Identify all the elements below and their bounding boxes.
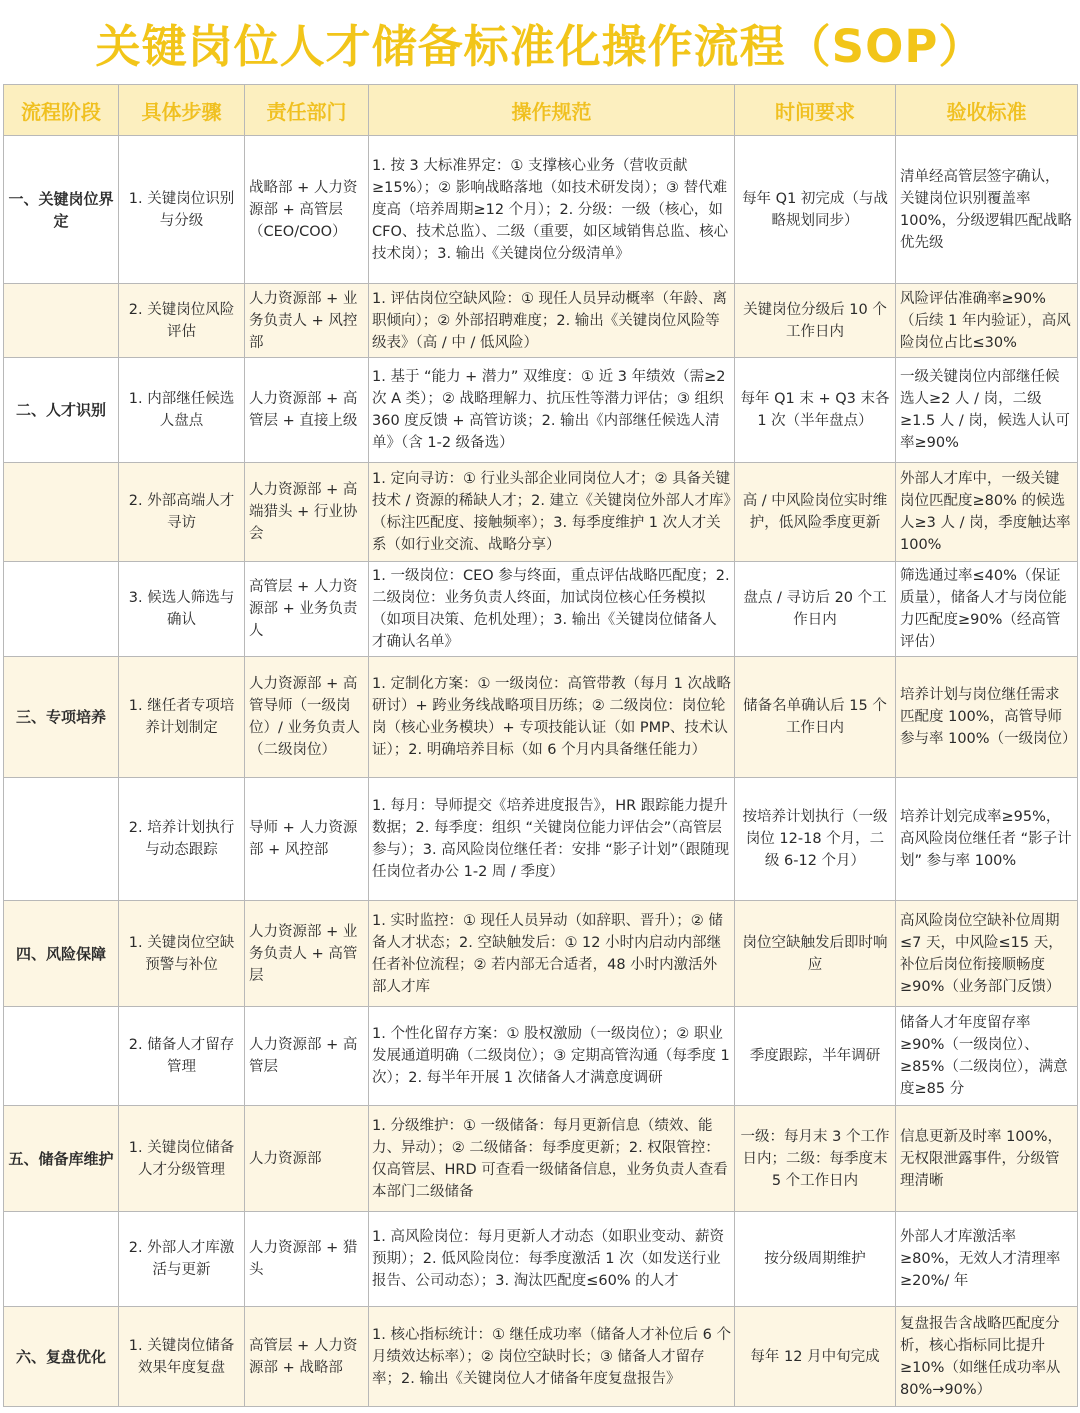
spec-cell: 1. 每月：导师提交《培养进度报告》，HR 跟踪能力提升数据；2. 每季度：组织 “关键岗位能力评估会”（高管层参与）；3. 高风险岗位继任者：安排 “影子计划”（跟随现任岗位者办公 1-2 周 / 季度） [369, 778, 735, 901]
dept-cell: 人力资源部 + 猎头 [245, 1212, 369, 1307]
header-spec: 操作规范 [369, 85, 735, 136]
table-row [4, 657, 1078, 778]
acceptance-cell: 筛选通过率≤40%（保证质量），储备人才与岗位能力匹配度≥90%（经高管评估） [896, 562, 1078, 657]
time-cell: 储备名单确认后 15 个工作日内 [735, 657, 896, 778]
spec-cell: 1. 定向寻访：① 行业头部企业同岗位人才；② 具备关键技术 / 资源的稀缺人才；2. 建立《关键岗位外部人才库》（标注匹配度、接触频率）；3. 每季度维护 1 次人才关系（如行业交流、战略分享） [369, 463, 735, 562]
time-cell: 按分级周期维护 [735, 1212, 896, 1307]
table-row [4, 1007, 1078, 1106]
stage-cell [4, 1212, 119, 1307]
stage-cell [4, 562, 119, 657]
dept-cell: 人力资源部 + 业务负责人 + 高管层 [245, 901, 369, 1007]
stage-cell: 五、储备库维护 [4, 1106, 119, 1212]
dept-cell: 人力资源部 + 高管导师（一级岗位）/ 业务负责人（二级岗位） [245, 657, 369, 778]
dept-cell: 人力资源部 + 高端猎头 + 行业协会 [245, 463, 369, 562]
acceptance-cell: 复盘报告含战略匹配度分析，核心指标同比提升≥10%（如继任成功率从 80%→90%） [896, 1307, 1078, 1407]
step-cell: 1. 关键岗位识别与分级 [119, 136, 245, 284]
acceptance-cell: 风险评估准确率≥90%（后续 1 年内验证），高风险岗位占比≤30% [896, 284, 1078, 358]
spec-cell: 1. 分级维护：① 一级储备：每月更新信息（绩效、能力、异动）；② 二级储备：每季度更新；2. 权限管控：仅高管层、HRD 可查看一级储备信息，业务负责人查看本部门二级储备 [369, 1106, 735, 1212]
dept-cell: 人力资源部 + 高管层 + 直接上级 [245, 358, 369, 463]
spec-cell: 1. 评估岗位空缺风险：① 现任人员异动概率（年龄、离职倾向）；② 外部招聘难度；2. 输出《关键岗位风险等级表》（高 / 中 / 低风险） [369, 284, 735, 358]
table-row [4, 358, 1078, 463]
table-header-row [4, 85, 1078, 136]
table-row [4, 463, 1078, 562]
step-cell: 3. 候选人筛选与确认 [119, 562, 245, 657]
header-stage: 流程阶段 [4, 85, 119, 136]
acceptance-cell: 培养计划完成率≥95%，高风险岗位继任者 “影子计划” 参与率 100% [896, 778, 1078, 901]
time-cell: 每年 Q1 末 + Q3 末各 1 次（半年盘点） [735, 358, 896, 463]
step-cell: 1. 关键岗位储备效果年度复盘 [119, 1307, 245, 1407]
stage-cell: 六、复盘优化 [4, 1307, 119, 1407]
time-cell: 每年 12 月中旬完成 [735, 1307, 896, 1407]
step-cell: 2. 外部高端人才寻访 [119, 463, 245, 562]
spec-cell: 1. 高风险岗位：每月更新人才动态（如职业变动、薪资预期）；2. 低风险岗位：每季度激活 1 次（如发送行业报告、公司动态）；3. 淘汰匹配度≤60% 的人才 [369, 1212, 735, 1307]
header-step: 具体步骤 [119, 85, 245, 136]
step-cell: 1. 关键岗位空缺预警与补位 [119, 901, 245, 1007]
step-cell: 1. 关键岗位储备人才分级管理 [119, 1106, 245, 1212]
stage-cell [4, 463, 119, 562]
time-cell: 关键岗位分级后 10 个工作日内 [735, 284, 896, 358]
acceptance-cell: 高风险岗位空缺补位周期≤7 天，中风险≤15 天，补位后岗位衔接顺畅度≥90%（业务部门反馈） [896, 901, 1078, 1007]
spec-cell: 1. 核心指标统计：① 继任成功率（储备人才补位后 6 个月绩效达标率）；② 岗位空缺时长；③ 储备人才留存率；2. 输出《关键岗位人才储备年度复盘报告》 [369, 1307, 735, 1407]
stage-cell: 三、专项培养 [4, 657, 119, 778]
acceptance-cell: 清单经高管层签字确认，关键岗位识别覆盖率 100%，分级逻辑匹配战略优先级 [896, 136, 1078, 284]
time-cell: 岗位空缺触发后即时响应 [735, 901, 896, 1007]
page-title: 关键岗位人才储备标准化操作流程（SOP） [0, 0, 1080, 84]
time-cell: 每年 Q1 初完成（与战略规划同步） [735, 136, 896, 284]
step-cell: 1. 继任者专项培养计划制定 [119, 657, 245, 778]
acceptance-cell: 外部人才库激活率≥80%，无效人才清理率≥20%/ 年 [896, 1212, 1078, 1307]
spec-cell: 1. 按 3 大标准界定：① 支撑核心业务（营收贡献≥15%）；② 影响战略落地（如技术研发岗）；③ 替代难度高（培养周期≥12 个月）；2. 分级：一级（核心，如 CFO、技术总监）、二级（重要，如区域销售总监、核心技术岗）；3. 输出《关键岗位分级清单》 [369, 136, 735, 284]
dept-cell: 战略部 + 人力资源部 + 高管层（CEO/COO） [245, 136, 369, 284]
stage-cell [4, 778, 119, 901]
acceptance-cell: 一级关键岗位内部继任候选人≥2 人 / 岗，二级≥1.5 人 / 岗，候选人认可率≥90% [896, 358, 1078, 463]
time-cell: 按培养计划执行（一级岗位 12-18 个月，二级 6-12 个月） [735, 778, 896, 901]
spec-cell: 1. 个性化留存方案：① 股权激励（一级岗位）；② 职业发展通道明确（二级岗位）；③ 定期高管沟通（每季度 1 次）；2. 每半年开展 1 次储备人才满意度调研 [369, 1007, 735, 1106]
time-cell: 一级：每月末 3 个工作日内；二级：每季度末 5 个工作日内 [735, 1106, 896, 1212]
stage-cell: 四、风险保障 [4, 901, 119, 1007]
dept-cell: 导师 + 人力资源部 + 风控部 [245, 778, 369, 901]
table-row [4, 778, 1078, 901]
acceptance-cell: 储备人才年度留存率≥90%（一级岗位）、≥85%（二级岗位），满意度≥85 分 [896, 1007, 1078, 1106]
dept-cell: 人力资源部 [245, 1106, 369, 1212]
stage-cell: 二、人才识别 [4, 358, 119, 463]
dept-cell: 人力资源部 + 业务负责人 + 风控部 [245, 284, 369, 358]
header-dept: 责任部门 [245, 85, 369, 136]
dept-cell: 人力资源部 + 高管层 [245, 1007, 369, 1106]
table-row [4, 284, 1078, 358]
spec-cell: 1. 实时监控：① 现任人员异动（如辞职、晋升）；② 储备人才状态；2. 空缺触发后：① 12 小时内启动内部继任者补位流程；② 若内部无合适者，48 小时内激活外部人才库 [369, 901, 735, 1007]
acceptance-cell: 培养计划与岗位继任需求匹配度 100%，高管导师参与率 100%（一级岗位） [896, 657, 1078, 778]
table-row [4, 1106, 1078, 1212]
stage-cell [4, 1007, 119, 1106]
dept-cell: 高管层 + 人力资源部 + 业务负责人 [245, 562, 369, 657]
step-cell: 2. 培养计划执行与动态跟踪 [119, 778, 245, 901]
dept-cell: 高管层 + 人力资源部 + 战略部 [245, 1307, 369, 1407]
header-acceptance: 验收标准 [896, 85, 1078, 136]
table-row [4, 901, 1078, 1007]
time-cell: 盘点 / 寻访后 20 个工作日内 [735, 562, 896, 657]
spec-cell: 1. 定制化方案：① 一级岗位：高管带教（每月 1 次战略研讨）+ 跨业务线战略项目历练；② 二级岗位：岗位轮岗（核心业务模块）+ 专项技能认证（如 PMP、技术认证）；2. 明确培养目标（如 6 个月内具备继任能力） [369, 657, 735, 778]
step-cell: 2. 关键岗位风险评估 [119, 284, 245, 358]
table-row [4, 562, 1078, 657]
acceptance-cell: 外部人才库中，一级关键岗位匹配度≥80% 的候选人≥3 人 / 岗，季度触达率 100% [896, 463, 1078, 562]
step-cell: 2. 储备人才留存管理 [119, 1007, 245, 1106]
table-row [4, 1307, 1078, 1407]
spec-cell: 1. 基于 “能力 + 潜力” 双维度：① 近 3 年绩效（需≥2 次 A 类）；② 战略理解力、抗压性等潜力评估；③ 组织 360 度反馈 + 高管访谈；2. 输出《内部继任候选人清单》（含 1-2 级备选） [369, 358, 735, 463]
spec-cell: 1. 一级岗位：CEO 参与终面，重点评估战略匹配度；2. 二级岗位：业务负责人终面，加试岗位核心任务模拟（如项目决策、危机处理）；3. 输出《关键岗位储备人才确认名单》 [369, 562, 735, 657]
sop-table [3, 84, 1078, 1407]
header-time: 时间要求 [735, 85, 896, 136]
step-cell: 2. 外部人才库激活与更新 [119, 1212, 245, 1307]
time-cell: 高 / 中风险岗位实时维护，低风险季度更新 [735, 463, 896, 562]
acceptance-cell: 信息更新及时率 100%，无权限泄露事件，分级管理清晰 [896, 1106, 1078, 1212]
table-row [4, 136, 1078, 284]
table-row [4, 1212, 1078, 1307]
time-cell: 季度跟踪，半年调研 [735, 1007, 896, 1106]
step-cell: 1. 内部继任候选人盘点 [119, 358, 245, 463]
stage-cell [4, 284, 119, 358]
stage-cell: 一、关键岗位界定 [4, 136, 119, 284]
